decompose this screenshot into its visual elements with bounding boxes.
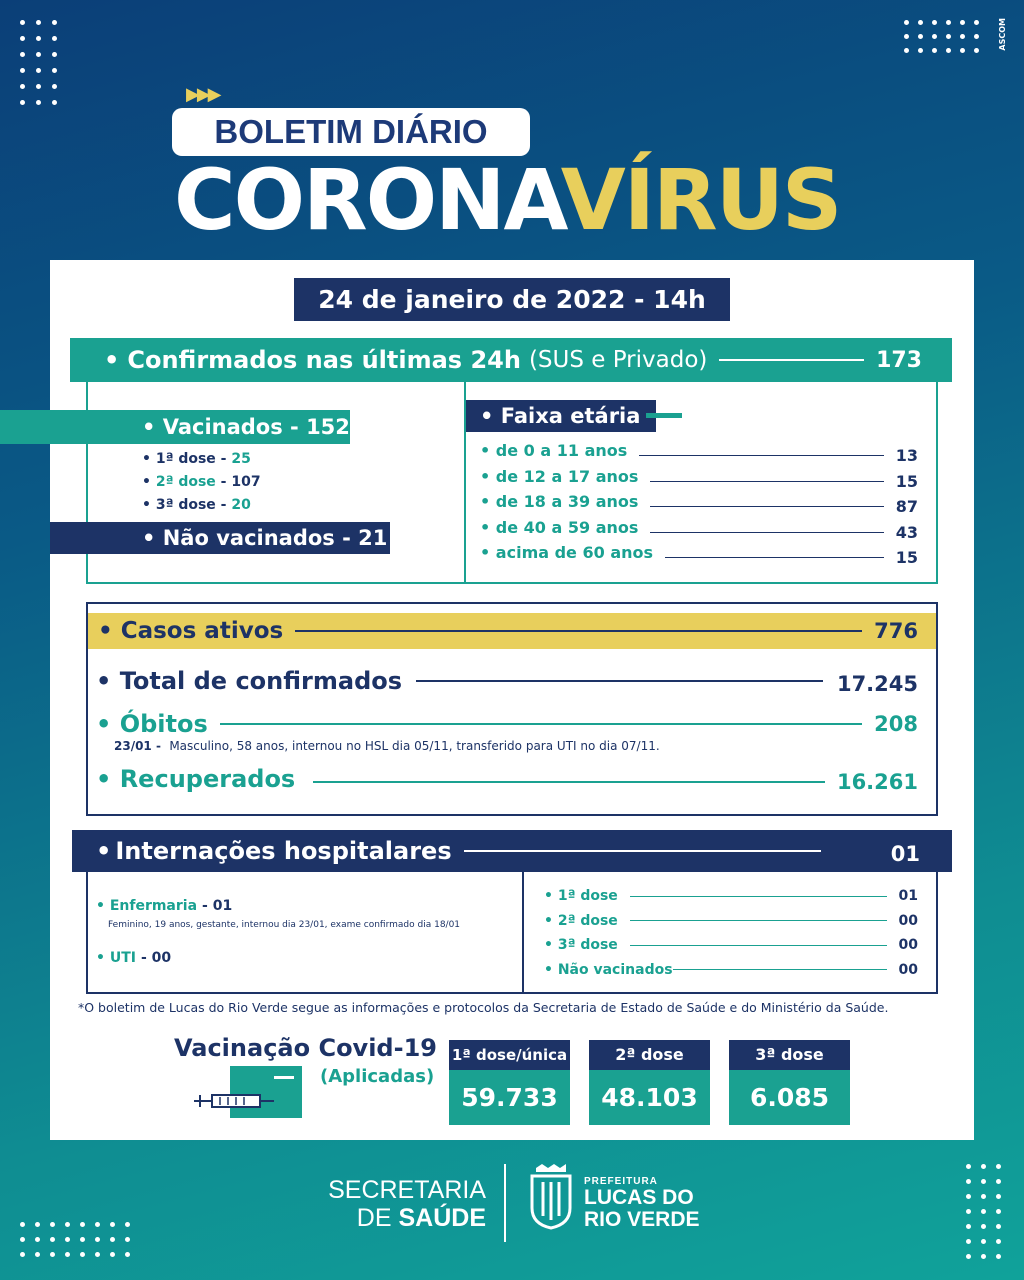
deaths-label: Óbitos: [119, 710, 208, 738]
confirmed-24h-value: 173: [876, 347, 922, 373]
hosp-dose-row: • 3ª dose 00: [544, 937, 918, 954]
total-confirmed-value: 17.245: [836, 672, 918, 696]
active-cases-value: 776: [874, 619, 918, 643]
dose-label: 1ª dose: [155, 451, 216, 467]
vaccination-box-value: 48.103: [589, 1070, 710, 1125]
health-secretariat-logo: [300, 1176, 486, 1232]
total-confirmed-row: • Total de confirmados 17.245: [96, 667, 918, 696]
age-range-list: [480, 438, 918, 566]
recovered-value: 16.261: [836, 770, 918, 794]
dots-decoration-top-left: [20, 20, 57, 105]
hospitalization-dose-list: [544, 884, 918, 982]
age-row: • de 40 a 59 anos 43: [480, 517, 918, 542]
age-value: 15: [895, 548, 918, 568]
age-row: • de 18 a 39 anos 87: [480, 492, 918, 517]
icu-value: - 00: [140, 950, 172, 966]
dose-value: 20: [231, 497, 251, 513]
dose-item: • 3ª dose - 20: [142, 497, 251, 513]
dose-value: 25: [231, 451, 251, 467]
recovered-row: • Recuperados 16.261: [96, 765, 918, 794]
vaccination-box-label: 2ª dose: [589, 1040, 710, 1070]
deaths-note: [114, 739, 660, 753]
confirmed-24h-bar: • Confirmados nas últimas 24h (SUS e Privado) 173: [70, 338, 952, 382]
vaccination-box-value: 59.733: [449, 1070, 570, 1125]
hosp-dose-value: 01: [898, 888, 918, 905]
hospitalizations-label: Internações hospitalares: [115, 837, 452, 865]
vaccinated-doses-list: [142, 448, 261, 517]
dots-decoration-bottom-left: [20, 1222, 130, 1257]
city-crest-icon: [528, 1162, 574, 1230]
hosp-dose-row: • 2ª dose 00: [544, 912, 918, 929]
dose-item: • 2ª dose - 107: [142, 474, 261, 490]
age-label: de 12 a 17 anos: [495, 466, 639, 486]
secretariat-saude: SAÚDE: [398, 1204, 486, 1232]
vaccinated-label: Vacinados - 152: [162, 415, 350, 439]
divider-line: [719, 359, 864, 361]
city-name-line2: RIO VERDE: [584, 1208, 700, 1231]
hosp-dose-label: 2ª dose: [557, 912, 618, 929]
age-range-label: Faixa etária: [500, 404, 641, 428]
ward-note: Feminino, 19 anos, gestante, internou dia 23/01, exame confirmado dia 18/01: [108, 920, 461, 930]
confirmed-24h-label: Confirmados nas últimas 24h: [127, 346, 521, 374]
city-name-line1: LUCAS DO: [584, 1186, 694, 1209]
age-label: acima de 60 anos: [495, 543, 654, 563]
recovered-label: Recuperados: [119, 765, 296, 793]
age-row: • de 12 a 17 anos 15: [480, 466, 918, 491]
prefecture-logo-text: [584, 1176, 700, 1231]
vaccination-subtitle: (Aplicadas): [320, 1066, 435, 1087]
footnote: *O boletim de Lucas do Rio Verde segue as informações e protocolos da Secretaria de Estado de Saúde e do Ministério da Saúde.: [78, 1000, 889, 1015]
vaccination-box: [589, 1040, 710, 1125]
hospitalizations-value: 01: [890, 842, 920, 866]
secretariat-text: SECRETARIA: [328, 1176, 486, 1204]
confirmed-24h-sub: (SUS e Privado): [528, 347, 708, 373]
hosp-dose-label: 1ª dose: [557, 888, 618, 905]
vertical-divider: [522, 872, 524, 992]
age-range-banner: • Faixa etária: [466, 400, 656, 432]
corona-text: CORONA: [174, 151, 561, 249]
hosp-dose-value: 00: [898, 961, 918, 978]
ward-label: Enfermaria: [109, 898, 198, 914]
age-value: 87: [895, 497, 918, 517]
ward-value: - 01: [202, 898, 233, 914]
deaths-row: • Óbitos 208: [96, 710, 918, 738]
age-row: • acima de 60 anos 15: [480, 543, 918, 568]
not-vaccinated-label: Não vacinados - 21: [162, 526, 388, 550]
hosp-dose-value: 00: [898, 937, 918, 954]
icu-label: UTI: [109, 950, 136, 966]
age-label: de 40 a 59 anos: [495, 517, 639, 537]
coronavirus-title: [174, 150, 840, 250]
dose-label: 3ª dose: [155, 497, 216, 513]
age-row: • de 0 a 11 anos 13: [480, 441, 918, 466]
boletim-title: BOLETIM DIÁRIO: [172, 108, 530, 156]
hosp-dose-label: 3ª dose: [557, 937, 618, 954]
vaccination-box-label: 3ª dose: [729, 1040, 850, 1070]
vaccinated-banner: • Vacinados - 152: [0, 410, 350, 444]
secretariat-de: DE: [356, 1204, 399, 1232]
footer-divider: [504, 1164, 506, 1242]
dots-decoration-top-right: [904, 20, 979, 53]
hosp-dose-value: 00: [898, 912, 918, 929]
deaths-note-date: 23/01 -: [114, 739, 161, 753]
syringe-icon: [194, 1090, 274, 1112]
age-label: de 0 a 11 anos: [495, 441, 628, 461]
ward-row: • Enfermaria - 01: [96, 898, 233, 914]
arrows-icon: ▶▶▶: [186, 84, 219, 105]
dose-item: • 1ª dose - 25: [142, 451, 251, 467]
icu-row: • UTI - 00: [96, 950, 172, 966]
date-banner: 24 de janeiro de 2022 - 14h: [294, 278, 730, 321]
vaccination-title: Vacinação Covid-19: [174, 1034, 437, 1062]
hosp-dose-label: Não vacinados: [557, 961, 673, 978]
dose-value: 107: [231, 474, 261, 490]
prefecture-label: PREFEITURA: [584, 1176, 658, 1187]
deaths-value: 208: [874, 712, 918, 736]
ascom-label: ASCOM: [998, 18, 1007, 51]
age-value: 15: [895, 471, 918, 491]
age-value: 13: [895, 446, 918, 466]
vaccination-box: [729, 1040, 850, 1125]
vaccination-box-label: 1ª dose/única: [449, 1040, 570, 1070]
hosp-dose-row: • Não vacinados 00: [544, 961, 918, 978]
active-cases-label: Casos ativos: [120, 618, 284, 644]
deaths-note-text: Masculino, 58 anos, internou no HSL dia 05/11, transferido para UTI no dia 07/11.: [169, 739, 660, 753]
hosp-dose-row: • 1ª dose 01: [544, 888, 918, 905]
dose-label: 2ª dose: [155, 474, 216, 490]
age-value: 43: [895, 522, 918, 542]
active-cases-bar: • Casos ativos 776: [88, 613, 936, 649]
hospitalizations-bar: • Internações hospitalares 01: [72, 830, 952, 872]
total-confirmed-label: Total de confirmados: [119, 667, 403, 695]
not-vaccinated-banner: • Não vacinados - 21: [50, 522, 390, 554]
virus-text: VÍRUS: [560, 151, 841, 249]
vaccination-box: [449, 1040, 570, 1125]
vaccination-box-value: 6.085: [729, 1070, 850, 1125]
age-range-accent: [646, 413, 682, 418]
age-label: de 18 a 39 anos: [495, 492, 639, 512]
dots-decoration-bottom-right: [966, 1164, 1001, 1259]
